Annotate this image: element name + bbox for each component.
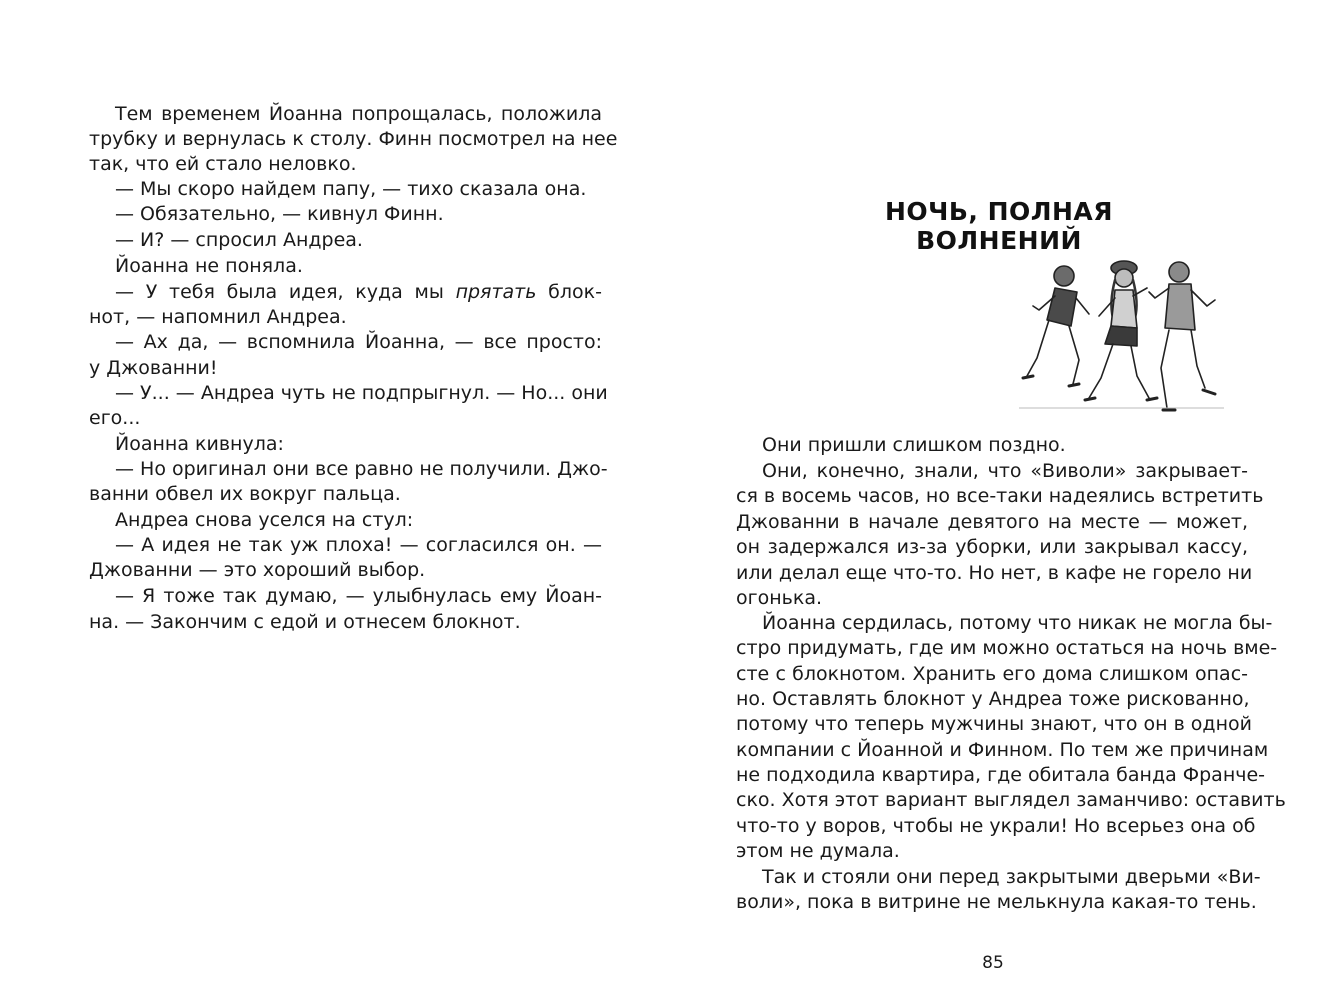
text-line: трубку и вернулась к столу. Финн посмотрел на нее [89, 128, 618, 150]
text-line: компании с Йоанной и Финном. По тем же причинам [736, 739, 1269, 761]
text-line: нот, — напомнил Андреа. [89, 306, 347, 328]
text-line: огонька. [736, 587, 823, 609]
text-line-with-italic [115, 280, 602, 305]
text-line: Они пришли слишком поздно. [762, 434, 1066, 456]
text-line: Тем временем Йоанна попрощалась, положила [115, 103, 602, 125]
text-line: Андреа снова уселся на стул: [115, 509, 414, 531]
text-line: — А идея не так уж плоха! — согласился он. — [115, 534, 602, 556]
text-line: ся в восемь часов, но все-таки надеялись встретить [736, 485, 1264, 507]
page-number: 85 [982, 953, 1004, 973]
text-line: — Обязательно, — кивнул Финн. [115, 203, 444, 225]
text-segment: блок- [536, 281, 602, 303]
text-line: Йоанна кивнула: [115, 433, 284, 455]
text-line: сте с блокнотом. Хранить его дома слишком опас- [736, 663, 1248, 685]
text-line: Йоанна не поняла. [115, 255, 303, 277]
text-line: ско. Хотя этот вариант выглядел заманчиво: оставить [736, 789, 1286, 811]
text-line: ванни обвел их вокруг пальца. [89, 483, 401, 505]
right-page [669, 0, 1338, 1000]
three-running-kids-illustration [1019, 248, 1224, 418]
text-line: — Я тоже так думаю, — улыбнулась ему Йоан- [115, 585, 602, 607]
text-line: у Джованни! [89, 357, 218, 379]
text-segment: — У тебя была идея, куда мы [115, 281, 456, 303]
text-line: Джованни в начале девятого на месте — может, [736, 511, 1248, 533]
chapter-title: НОЧЬ, ПОЛНАЯ ВОЛНЕНИЙ [884, 197, 1114, 255]
text-line: — У... — Андреа чуть не подпрыгнул. — Но... они [115, 382, 608, 404]
text-line: — И? — спросил Андреа. [115, 229, 363, 251]
text-line: что-то у воров, чтобы не украли! Но всерьез она об [736, 815, 1256, 837]
text-line: Йоанна сердилась, потому что никак не могла бы- [762, 612, 1273, 634]
text-line: или делал еще что-то. Но нет, в кафе не горело ни [736, 562, 1253, 584]
text-line: он задержался из-за уборки, или закрывал кассу, [736, 536, 1248, 558]
text-line: воли», пока в витрине не мелькнула какая-то тень. [736, 891, 1257, 913]
text-line: на. — Закончим с едой и отнесем блокнот. [89, 611, 521, 633]
text-line: Они, конечно, знали, что «Виволи» закрывает- [762, 460, 1248, 482]
italic-word: прятать [455, 281, 537, 303]
text-line: — Мы скоро найдем папу, — тихо сказала она. [115, 178, 587, 200]
text-line: этом не думала. [736, 840, 900, 862]
text-line: Джованни — это хороший выбор. [89, 559, 426, 581]
text-line: его... [89, 407, 141, 429]
text-line: так, что ей стало неловко. [89, 153, 357, 175]
text-line: стро придумать, где им можно остаться на ночь вме- [736, 637, 1278, 659]
text-line: не подходила квартира, где обитала банда Франче- [736, 764, 1266, 786]
text-line: потому что теперь мужчины знают, что он в одной [736, 713, 1252, 735]
text-line: — Ах да, — вспомнила Йоанна, — все просто: [115, 331, 602, 353]
text-line: Так и стояли они перед закрытыми дверьми «Ви- [762, 866, 1261, 888]
text-line: но. Оставлять блокнот у Андреа тоже рискованно, [736, 688, 1250, 710]
text-line: — Но оригинал они все равно не получили. Джо- [115, 458, 608, 480]
